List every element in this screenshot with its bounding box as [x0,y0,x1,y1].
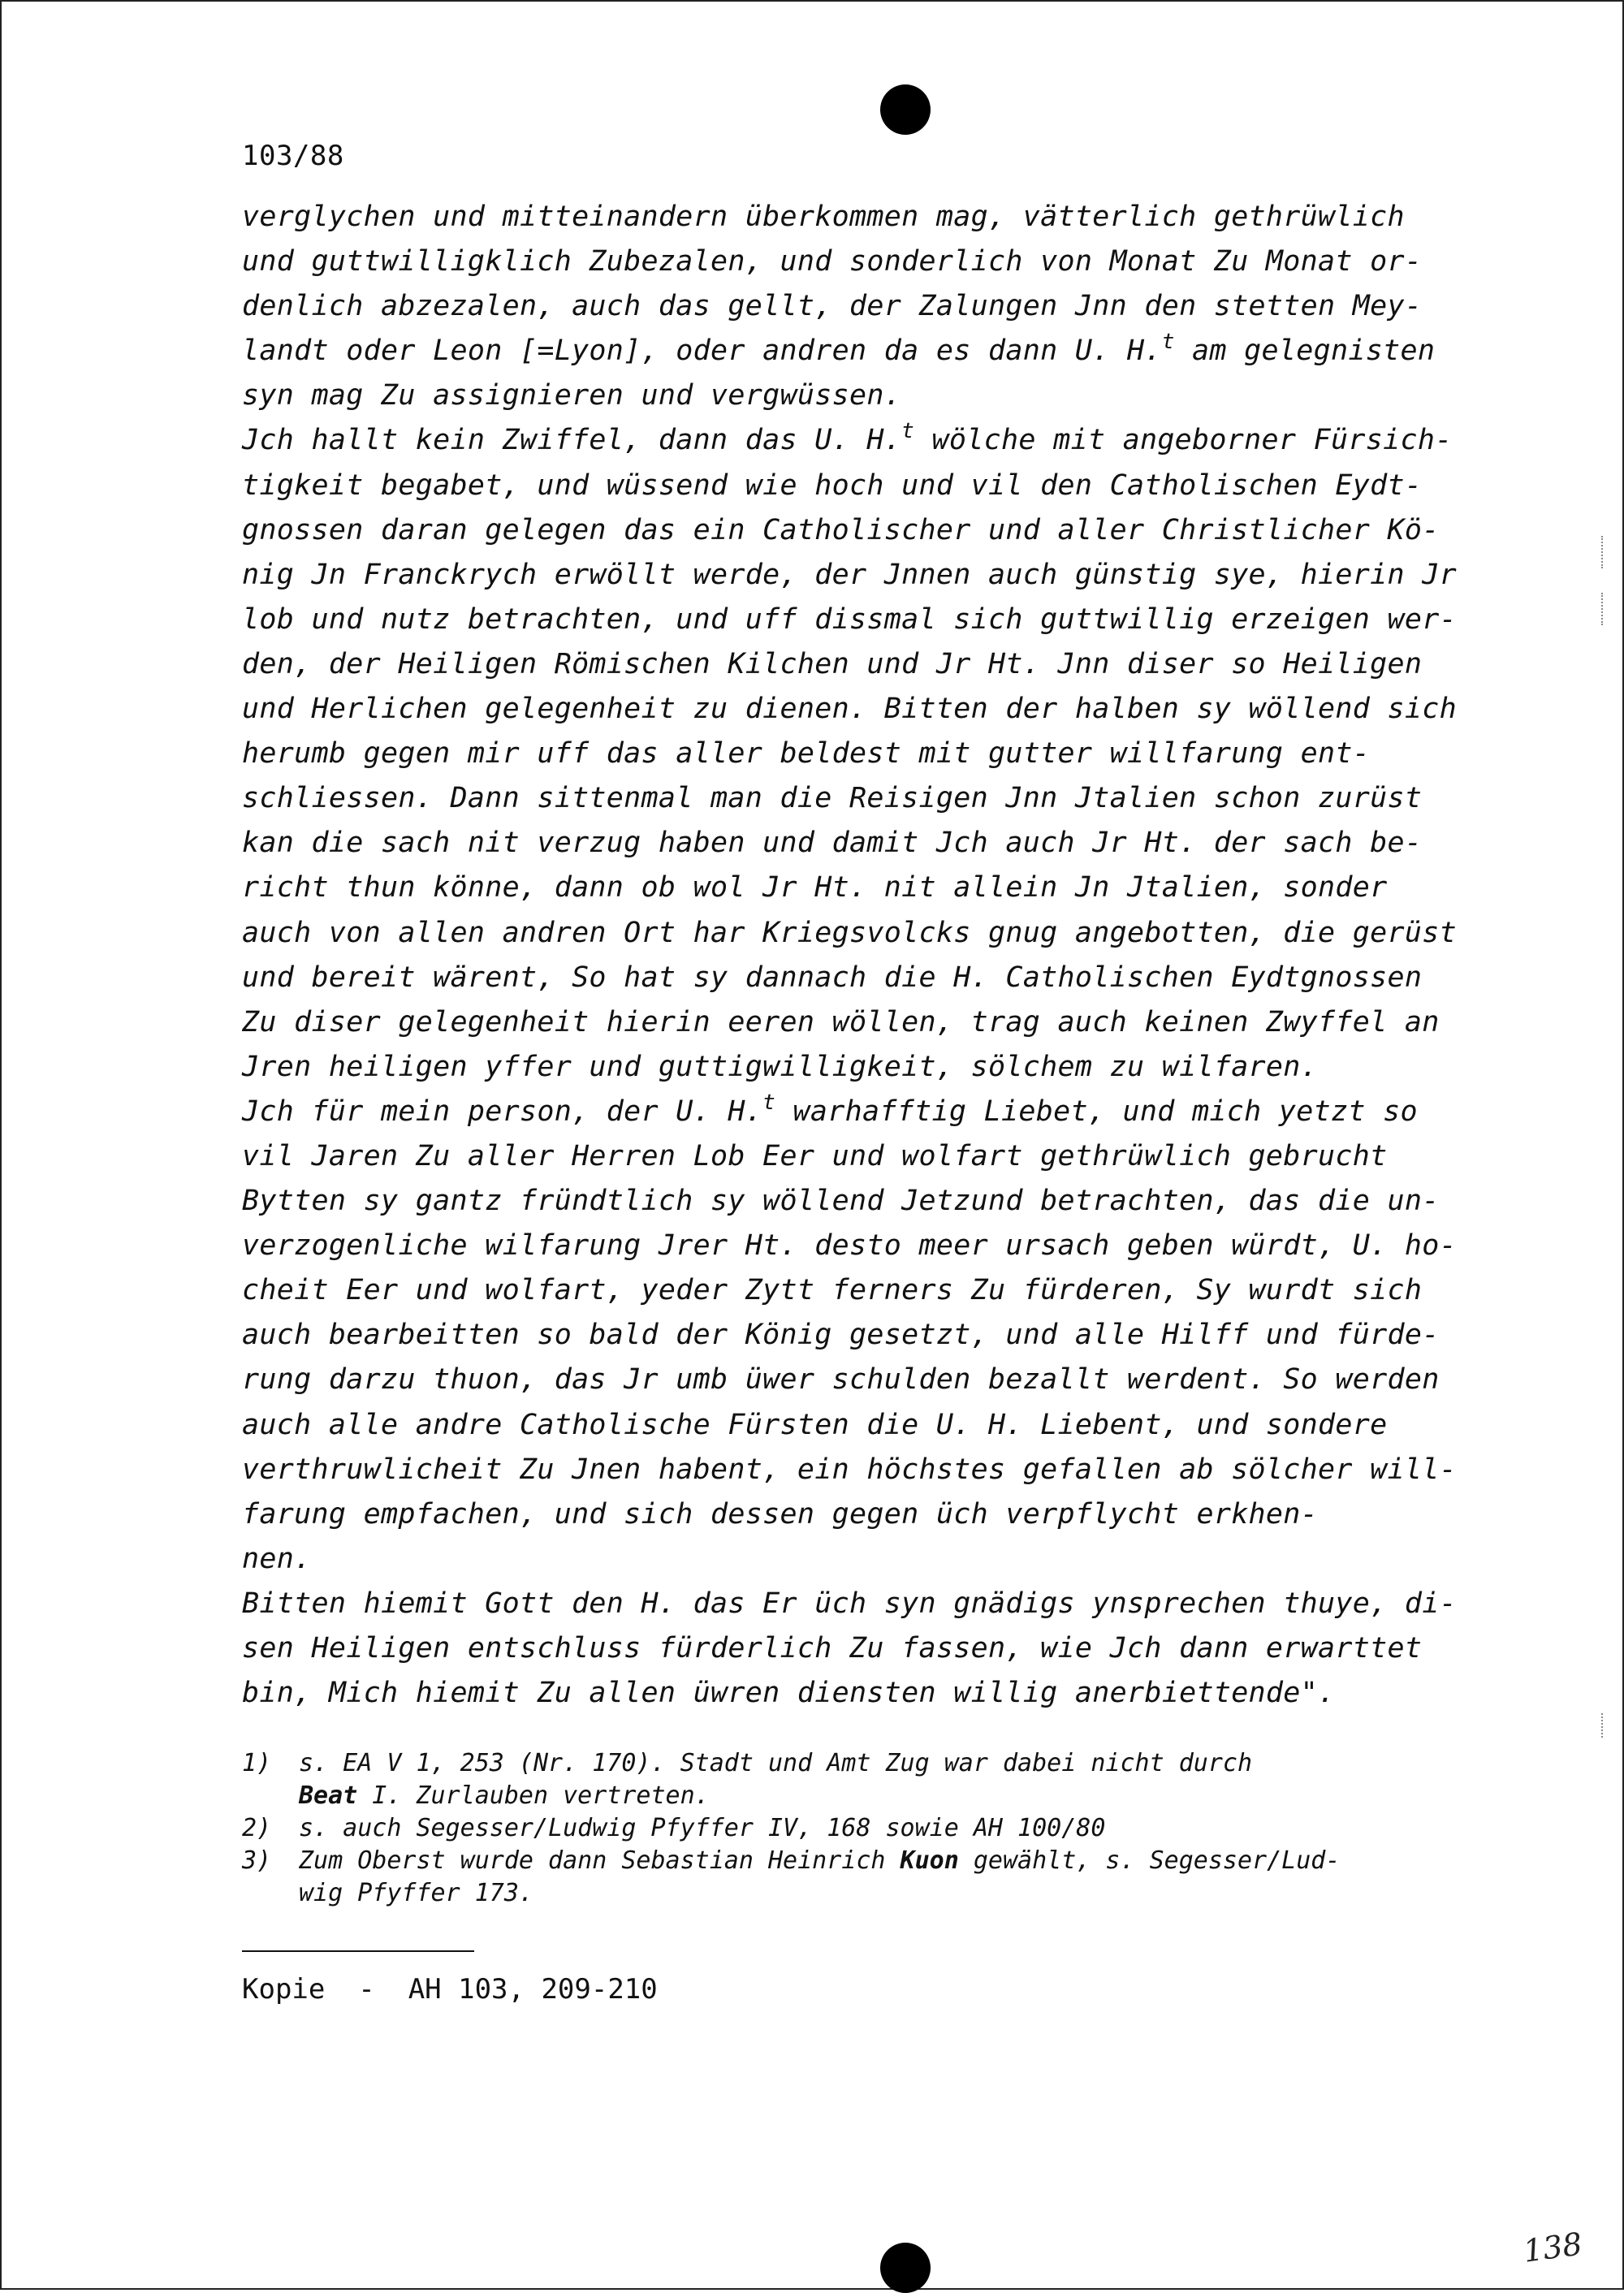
text-line-content: sen Heiligen entschluss fürderlich Zu fassen, wie Jch dann erwarttet [242,1632,1423,1665]
text-line-content: auch von allen andren Ort har Kriegsvolcks gnug angebotten, die gerüst [242,916,1458,949]
text-line-content: nen. [242,1542,312,1575]
text-line-content: den, der Heiligen Römischen Kilchen und Jr Ht. Jnn diser so Heiligen [242,647,1423,680]
text-line [242,1537,1509,1582]
footnote-number: 1) [242,1749,272,1777]
text-line [242,464,1509,508]
source-reference: Kopie - AH 103, 209-210 [242,1973,658,2006]
text-line [242,1000,1509,1045]
superscript-abbrev: t [901,419,915,444]
margin-mark [1601,593,1606,625]
text-line-content: vil Jaren Zu aller Herren Lob Eer und wolfart gethrüwlich gebrucht [242,1139,1388,1172]
text-line-content: verglychen und mitteinandern überkommen mag, vätterlich gethrüwlich [242,201,1405,233]
text-line-content: auch bearbeitten so bald der König gesetzt, und alle Hilff und fürde- [242,1319,1440,1352]
text-line [242,821,1509,866]
text-line-content: Zu diser gelegenheit hierin eeren wöllen, trag auch keinen Zwyffel an [242,1005,1440,1039]
text-line-content: Jren heiligen yffer und guttigwilligkeit, sölchem zu wilfaren. [242,1050,1319,1083]
superscript-abbrev: t [762,1090,776,1115]
text-line [242,329,1509,374]
footnote-line: s. auch Segesser/Ludwig Pfyffer IV, 168 sowie AH 100/80 [299,1814,1106,1842]
text-line-content: tigkeit begabet, und wüssend wie hoch und vil den Catholischen Eydt- [242,469,1423,502]
text-line-content: Bytten sy gantz fründtlich sy wöllend Jetzund betrachten, das die un- [242,1185,1440,1218]
text-line [242,508,1509,553]
letter-body [242,195,1509,1716]
text-line [242,687,1509,732]
text-line [242,598,1509,642]
text-line [242,1268,1509,1313]
text-line [242,1448,1509,1492]
footnote-line [299,1845,1509,1877]
text-line [242,1313,1509,1358]
text-line [242,374,1509,418]
text-line [242,1358,1509,1402]
footnote-bold-name: Kuon [900,1846,959,1875]
text-line-content: farung empfachen, und sich dessen gegen üch verpflycht erkhen- [242,1497,1319,1531]
text-line [242,732,1509,776]
text-line [242,866,1509,910]
footnote-2 [242,1812,1509,1845]
footnote-text: gewählt, s. Segesser/Lud- [958,1846,1341,1875]
text-line-content: gnossen daran gelegen das ein Catholischer und aller Christlicher Kö- [242,513,1440,546]
text-line [242,1045,1509,1090]
text-line-content: syn mag Zu assignieren und vergwüssen. [242,379,902,412]
text-line-content: und Herlichen gelegenheit zu dienen. Bitten der halben sy wöllend sich [242,693,1458,726]
text-line-content: denlich abzezalen, auch das gellt, der Zalungen Jnn den stetten Mey- [242,290,1423,323]
footnote-line [299,1780,1509,1812]
text-line [242,284,1509,329]
footnotes [242,1747,1509,1910]
text-line-content: lob und nutz betrachten, und uff dissmal sich guttwillig erzeigen wer- [242,602,1458,636]
footnote-number: 3) [242,1846,272,1875]
footnote-text: Zum Oberst wurde dann Sebastian Heinrich [299,1846,901,1875]
text-line [242,642,1509,687]
footnote-bold-name: Beat [299,1781,358,1810]
text-line-content: Jch hallt kein Zwiffel, dann das U. H. [242,424,902,457]
footnote-1 [242,1747,1509,1812]
text-line [242,553,1509,598]
superscript-abbrev: t [1161,330,1175,355]
text-line [242,1403,1509,1448]
handwritten-folio-number: 138 [1521,2226,1585,2269]
text-line-continuation: warhafftig Liebet, und mich yetzt so [775,1095,1418,1128]
text-line-content: herumb gegen mir uff das aller beldest mit gutter willfarung ent- [242,737,1371,771]
text-line [242,418,1509,463]
footnote-number: 2) [242,1814,272,1842]
margin-mark [1601,536,1606,568]
text-line-content: schliessen. Dann sittenmal man die Reisigen Jnn Jtalien schon zurüst [242,782,1423,815]
footnote-text: I. Zurlauben vertreten. [357,1781,710,1810]
text-line [242,1671,1509,1716]
punch-hole-top [880,84,931,135]
footnote-3 [242,1845,1509,1910]
text-line-content: und guttwilligklich Zubezalen, und sonderlich von Monat Zu Monat or- [242,245,1423,279]
text-line-content: landt oder Leon [=Lyon], oder andren da es dann U. H. [242,335,1162,368]
text-line-continuation: am gelegnisten [1174,335,1436,368]
text-line-content: und bereit wärent, So hat sy dannach die H. Catholischen Eydtgnossen [242,961,1423,994]
page-number: 103/88 [242,140,344,172]
text-line [242,1090,1509,1134]
text-line [242,1179,1509,1224]
text-line [242,1224,1509,1268]
punch-hole-bottom [880,2243,931,2293]
footnote-line: wig Pfyffer 173. [299,1879,533,1907]
text-line [242,1492,1509,1537]
margin-mark [1601,1713,1606,1738]
text-line-content: cheit Eer und wolfart, yeder Zytt ferners Zu fürderen, Sy wurdt sich [242,1274,1423,1307]
text-line-content: auch alle andre Catholische Fürsten die U. H. Liebent, und sondere [242,1408,1388,1441]
text-line [242,956,1509,1000]
text-line-content: bin, Mich hiemit Zu allen üwren diensten willig anerbiettende". [242,1677,1336,1710]
footnote-line: s. EA V 1, 253 (Nr. 170). Stadt und Amt Zug war dabei nicht durch [299,1749,1252,1777]
text-line [242,195,1509,240]
text-line [242,240,1509,284]
text-line [242,911,1509,956]
text-line [242,1134,1509,1179]
text-line-content: nig Jn Franckrych erwöllt werde, der Jnnen auch günstig sye, hierin Jr [242,558,1458,591]
text-line-content: Bitten hiemit Gott den H. das Er üch syn gnädigs ynsprechen thuye, di- [242,1587,1458,1620]
text-line-content: richt thun könne, dann ob wol Jr Ht. nit allein Jn Jtalien, sonder [242,871,1388,905]
text-line-content: verzogenliche wilfarung Jrer Ht. desto meer ursach geben würdt, U. ho- [242,1229,1458,1263]
text-line [242,1582,1509,1626]
text-line [242,1626,1509,1671]
text-line-content: Jch für mein person, der U. H. [242,1095,763,1128]
text-line-continuation: wölche mit angeborner Fürsich- [914,424,1453,457]
text-line-content: rung darzu thuon, das Jr umb üwer schulden bezallt werdent. So werden [242,1363,1440,1397]
text-line-content: verthruwlicheit Zu Jnen habent, ein höchstes gefallen ab sölcher will- [242,1453,1458,1486]
text-line-content: kan die sach nit verzug haben und damit Jch auch Jr Ht. der sach be- [242,827,1423,860]
source-separator-rule [242,1950,474,1952]
text-line [242,776,1509,821]
